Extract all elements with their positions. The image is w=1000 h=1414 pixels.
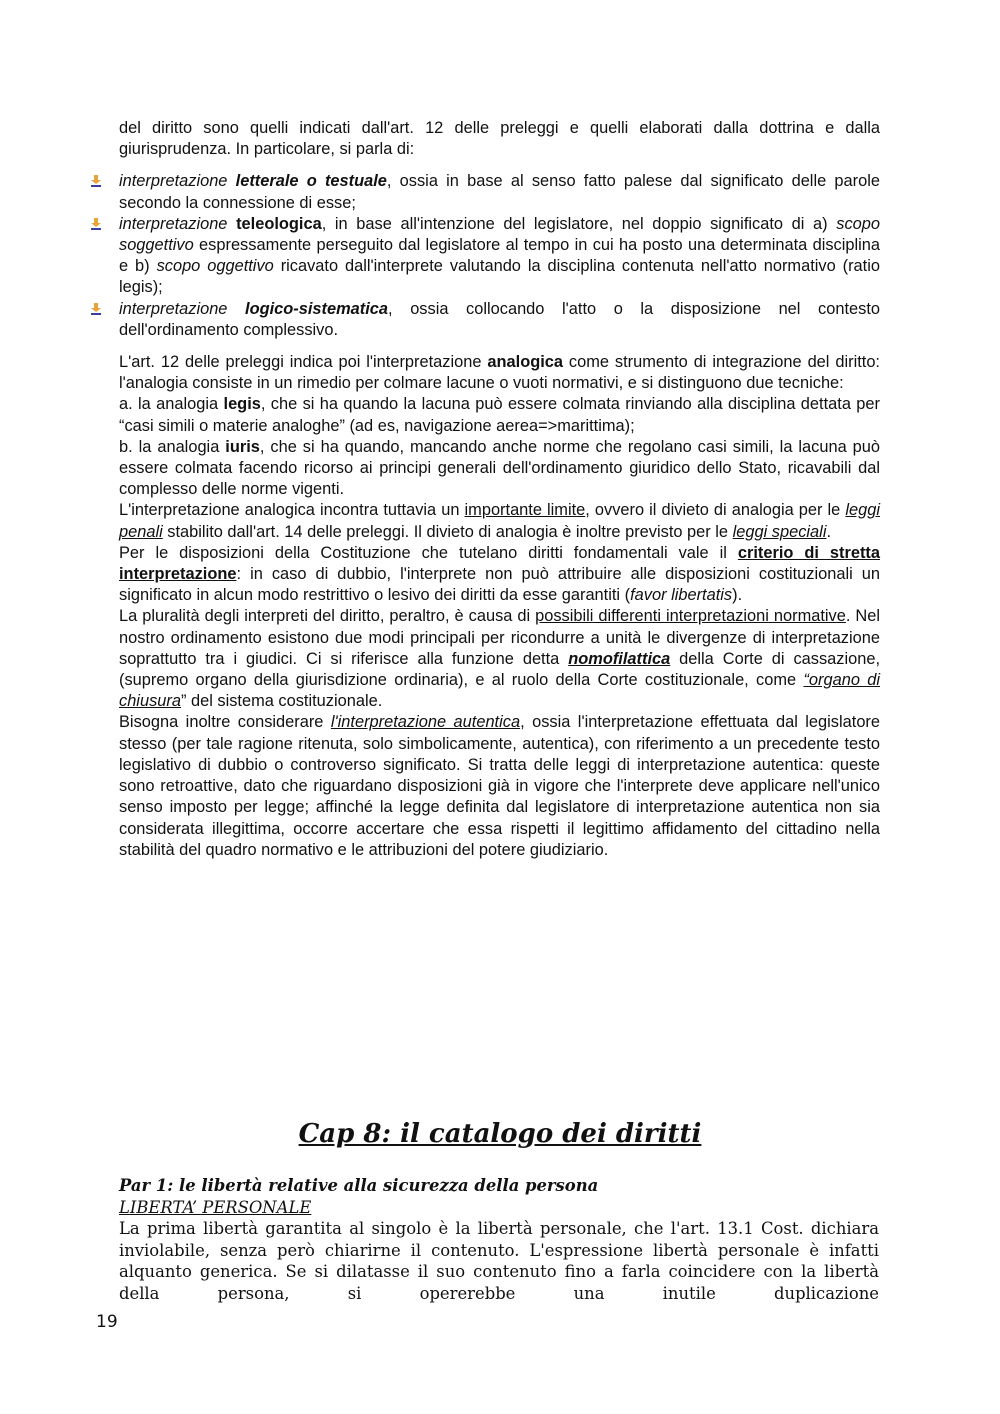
- item-italic: scopo oggettivo: [156, 257, 274, 276]
- arrow-down-icon: [89, 217, 103, 231]
- body-text-section: [119, 118, 880, 861]
- list-item-logico-sistematica: [119, 299, 880, 341]
- item-text: , in base all'intenzione del legislatore, nel doppio significato di a): [321, 214, 837, 233]
- section-subtitle: LIBERTA’ PERSONALE: [119, 1197, 312, 1217]
- page-number: 19: [96, 1312, 118, 1332]
- constitution-paragraph: Per le disposizioni della Costituzione che tutelano diritti fondamentali vale il criterio di stretta interpretazione: in caso di dubbio, l'interprete non può attribuire alle disposizioni costituzionali un significato in alcun modo restrittivo o lesivo dei diritti da esse garantiti (favor libertatis).: [119, 543, 880, 605]
- item-lead: interpretazione: [119, 214, 228, 233]
- chapter-section: [119, 1175, 879, 1305]
- item-text: ricavato dall'interprete valutando la disciplina contenuta nell'atto normativo (ratio legis);: [119, 257, 880, 297]
- chapter-body-text: La prima libertà garantita al singolo è la libertà personale, che l'art. 13.1 Cost. dichiara inviolabile, senza però chiarirne il contenuto. L'espressione libertà personale è infatti alquanto generica. Se si dilatasse il suo contenuto fino a farla coincidere con la libertà della persona, si opererebbe una inutile duplicazione: [119, 1219, 879, 1303]
- analogy-paragraph: L'art. 12 delle preleggi indica poi l'interpretazione analogica come strumento di integrazione del diritto: l'analogia consiste in un rimedio per colmare lacune o vuoti normativi, e si distinguono due tecniche:: [119, 353, 880, 393]
- arrow-down-icon: [89, 302, 103, 316]
- paragraph-title: Par 1: le libertà relative alla sicurezza della persona: [119, 1176, 599, 1195]
- limit-paragraph: L'interpretazione analogica incontra tuttavia un importante limite, ovvero il divieto di analogia per le leggi penali stabilito dall'art. 14 delle preleggi. Il divieto di analogia è inoltre previsto per le leggi speciali.: [119, 501, 880, 541]
- item-term: logico-sistematica: [245, 299, 389, 318]
- item-text: , ossia in base al senso fatto palese dal significato delle parole secondo la connessione di esse;: [119, 172, 880, 212]
- analogia-iuris-paragraph: b. la analogia iuris, che si ha quando, mancando anche norme che regolano casi simili, la lacuna può essere colmata facendo ricorso ai principi generali dell'ordinamento giuridico dello Stato, ricavabili dal complesso delle norme vigenti.: [119, 437, 880, 499]
- plurality-paragraph: La pluralità degli interpreti del diritto, peraltro, è causa di possibili differenti interpretazioni normative. Nel nostro ordinamento esistono due modi principali per ricondurre a unità le divergenze di interpretazione soprattutto tra i giudici. Ci si riferisce alla funzione detta nomofilattica della Corte di cassazione, (supremo organo della giurisdizione ordinaria), e al ruolo della Corte costituzionale, come “organo di chiusura” del sistema costituzionale.: [119, 607, 880, 711]
- list-item-teleologica: [119, 214, 880, 299]
- item-text: espressamente perseguito dal legislatore al tempo in cui ha posto una determinata disciplina e b): [119, 236, 880, 276]
- intro-paragraph: del diritto sono quelli indicati dall'art. 12 delle preleggi e quelli elaborati dalla dottrina e dalla giurisprudenza. In particolare, si parla di:: [119, 119, 880, 159]
- item-text: , ossia collocando l'atto o la disposizione nel contesto dell'ordinamento complessivo.: [119, 299, 880, 339]
- interpretation-list: [119, 171, 880, 341]
- item-lead: interpretazione: [119, 172, 228, 191]
- item-term: teleologica: [236, 214, 322, 233]
- arrow-down-icon: [89, 174, 103, 188]
- list-item-letterale: [119, 171, 880, 213]
- analogia-legis-paragraph: a. la analogia legis, che si ha quando la lacuna può essere colmata rinviando alla disciplina dettata per “casi simili o materie analoghe” (ad es, navigazione aerea=>marittima);: [119, 395, 880, 435]
- item-lead: interpretazione: [119, 299, 228, 318]
- chapter-title: Cap 8: il catalogo dei diritti: [298, 1119, 702, 1149]
- authentic-interpretation-paragraph: Bisogna inoltre considerare l'interpretazione autentica, ossia l'interpretazione effettuata dal legislatore stesso (per tale ragione ritenuta, solo simbolicamente, autentica), con riferimento a un precedente testo legislativo di dubbio o controverso significato. Si tratta delle leggi di interpretazione autentica: queste sono retroattive, dato che riguardano disposizioni già in vigore che l'interprete deve applicare nell'unico senso imposto per legge; affinché la legge definita dal legislatore di interpretazione autentica non sia considerata illegittima, occorre accertare che essa rispetti il legittimo affidamento del cittadino nella stabilità del quadro normativo e le attribuzioni del potere giudiziario.: [119, 713, 881, 859]
- item-term: letterale o testuale: [235, 172, 387, 191]
- item-italic: scopo soggettivo: [119, 214, 880, 255]
